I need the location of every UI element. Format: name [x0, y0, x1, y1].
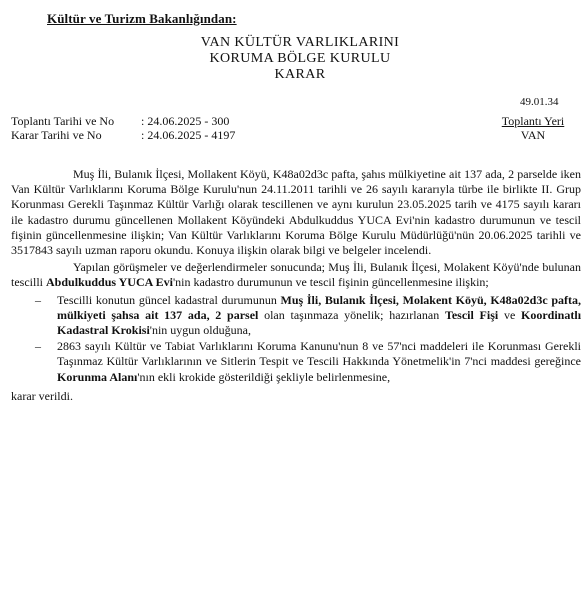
item-2-text-3: 'nın ekli krokide gösterildiği şekliyle belirlenmesine, — [137, 369, 391, 384]
item-1-text-1: Tescilli konutun güncel kadastral durumunun — [57, 292, 281, 307]
title-line-1: VAN KÜLTÜR VARLIKLARINI — [200, 35, 400, 50]
meeting-meta — [11, 114, 235, 142]
decision-date-value: : 24.06.2025 - 4197 — [141, 128, 236, 142]
paragraph-2-building-name: Abdulkuddus YUCA Evi — [46, 275, 173, 290]
decision-date-label: Karar Tarihi ve No — [11, 128, 102, 142]
meeting-date-row — [11, 114, 235, 128]
item-1-registration-form: Tescil Fişi — [444, 307, 499, 322]
meeting-date-label: Toplantı Tarihi ve No — [11, 114, 115, 128]
title-line-2: KORUMA BÖLGE KURULU — [209, 51, 391, 66]
meeting-location — [496, 114, 570, 142]
title-line-3: KARAR — [274, 67, 326, 82]
decision-date-row — [11, 128, 235, 142]
closing-line: karar verildi. — [11, 388, 73, 403]
paragraph-2-part-a: Yapılan görüşmeler ve değerlendirmeler sonucunda; Muş İli, Bulanık İlçesi, Molakent Köyü'nde bulunan tescilli — [11, 260, 581, 290]
meeting-location-label: Toplantı Yeri — [501, 114, 565, 128]
item-2-protection-area: Korunma Alanı — [57, 369, 138, 384]
item-1-text-7: 'nin uygun olduğuna, — [149, 323, 251, 338]
paragraph-1: Muş İli, Bulanık İlçesi, Mollakent Köyü, K48a02d3c pafta, şahıs mülkiyetine ait 137 ada, 2 parselde iken Van Kültür Varlıklarını Koruma Bölge Kurulu'nun 24.11.2011 tarihli ve 26 sayılı kararıyla türbe ile birlikte II. Grup Korunması Gerekli Taşınmaz Kültür Varlığı olarak tescillenen ve aynı kurulun 23.05.2025 tarih ve 4175 sayılı kararı ile kadastro durumu güncellenen Mollakent Köyündeki Abdulkuddus YUCA Evi'nin kadastro durumunun ve tescil fişinin güncellenmesine ilişkin; Van Kültür Varlıklarını Koruma Bölge Kurulu Müdürlüğü'nün 20.06.2025 tarihli ve 3517843 sayılı uzman raporu okundu. Konuya ilişkin olarak bilgi ve belgeler incelendi. — [11, 167, 581, 258]
list-item — [11, 293, 581, 339]
decision-items — [11, 293, 581, 385]
item-1-cadastral-sketch: Koordinatlı Kadastral Krokisi — [57, 307, 582, 338]
meeting-location-value: VAN — [520, 128, 546, 142]
authority-heading: Kültür ve Turizm Bakanlığından: — [47, 11, 237, 26]
item-1-text-5: ve — [498, 307, 522, 322]
list-item — [11, 339, 581, 385]
item-1-parcel: Muş İli, Bulanık İlçesi, Molakent Köyü, K48a02d3c pafta, mülkiyeti şahsa ait 137 ada, 2 parsel — [57, 292, 581, 322]
item-2-text-1: 2863 sayılı Kültür ve Tabiat Varlıklarını Koruma Kanunu'nun 8 ve 57'nci maddeleri ile Korunması Gerekli Taşınmaz Kültür Varlıklarının ve Sitlerin Tespit ve Tescili Hakkında Yönetmelik'in 7'nci maddesi gereğince — [57, 339, 581, 369]
reference-code: 49.01.34 — [520, 96, 559, 108]
dash-marker: – — [35, 339, 41, 354]
paragraph-2 — [11, 260, 581, 290]
item-1-text-3: olan taşınmaza yönelik; hazırlanan — [258, 307, 445, 322]
paragraph-2-part-c: 'nin kadastro durumunun ve tescil fişinin güncellenmesine ilişkin; — [172, 275, 489, 290]
meeting-date-value: : 24.06.2025 - 300 — [141, 114, 230, 128]
decision-title — [150, 35, 450, 83]
dash-marker: – — [35, 292, 41, 307]
decision-body — [11, 167, 581, 404]
